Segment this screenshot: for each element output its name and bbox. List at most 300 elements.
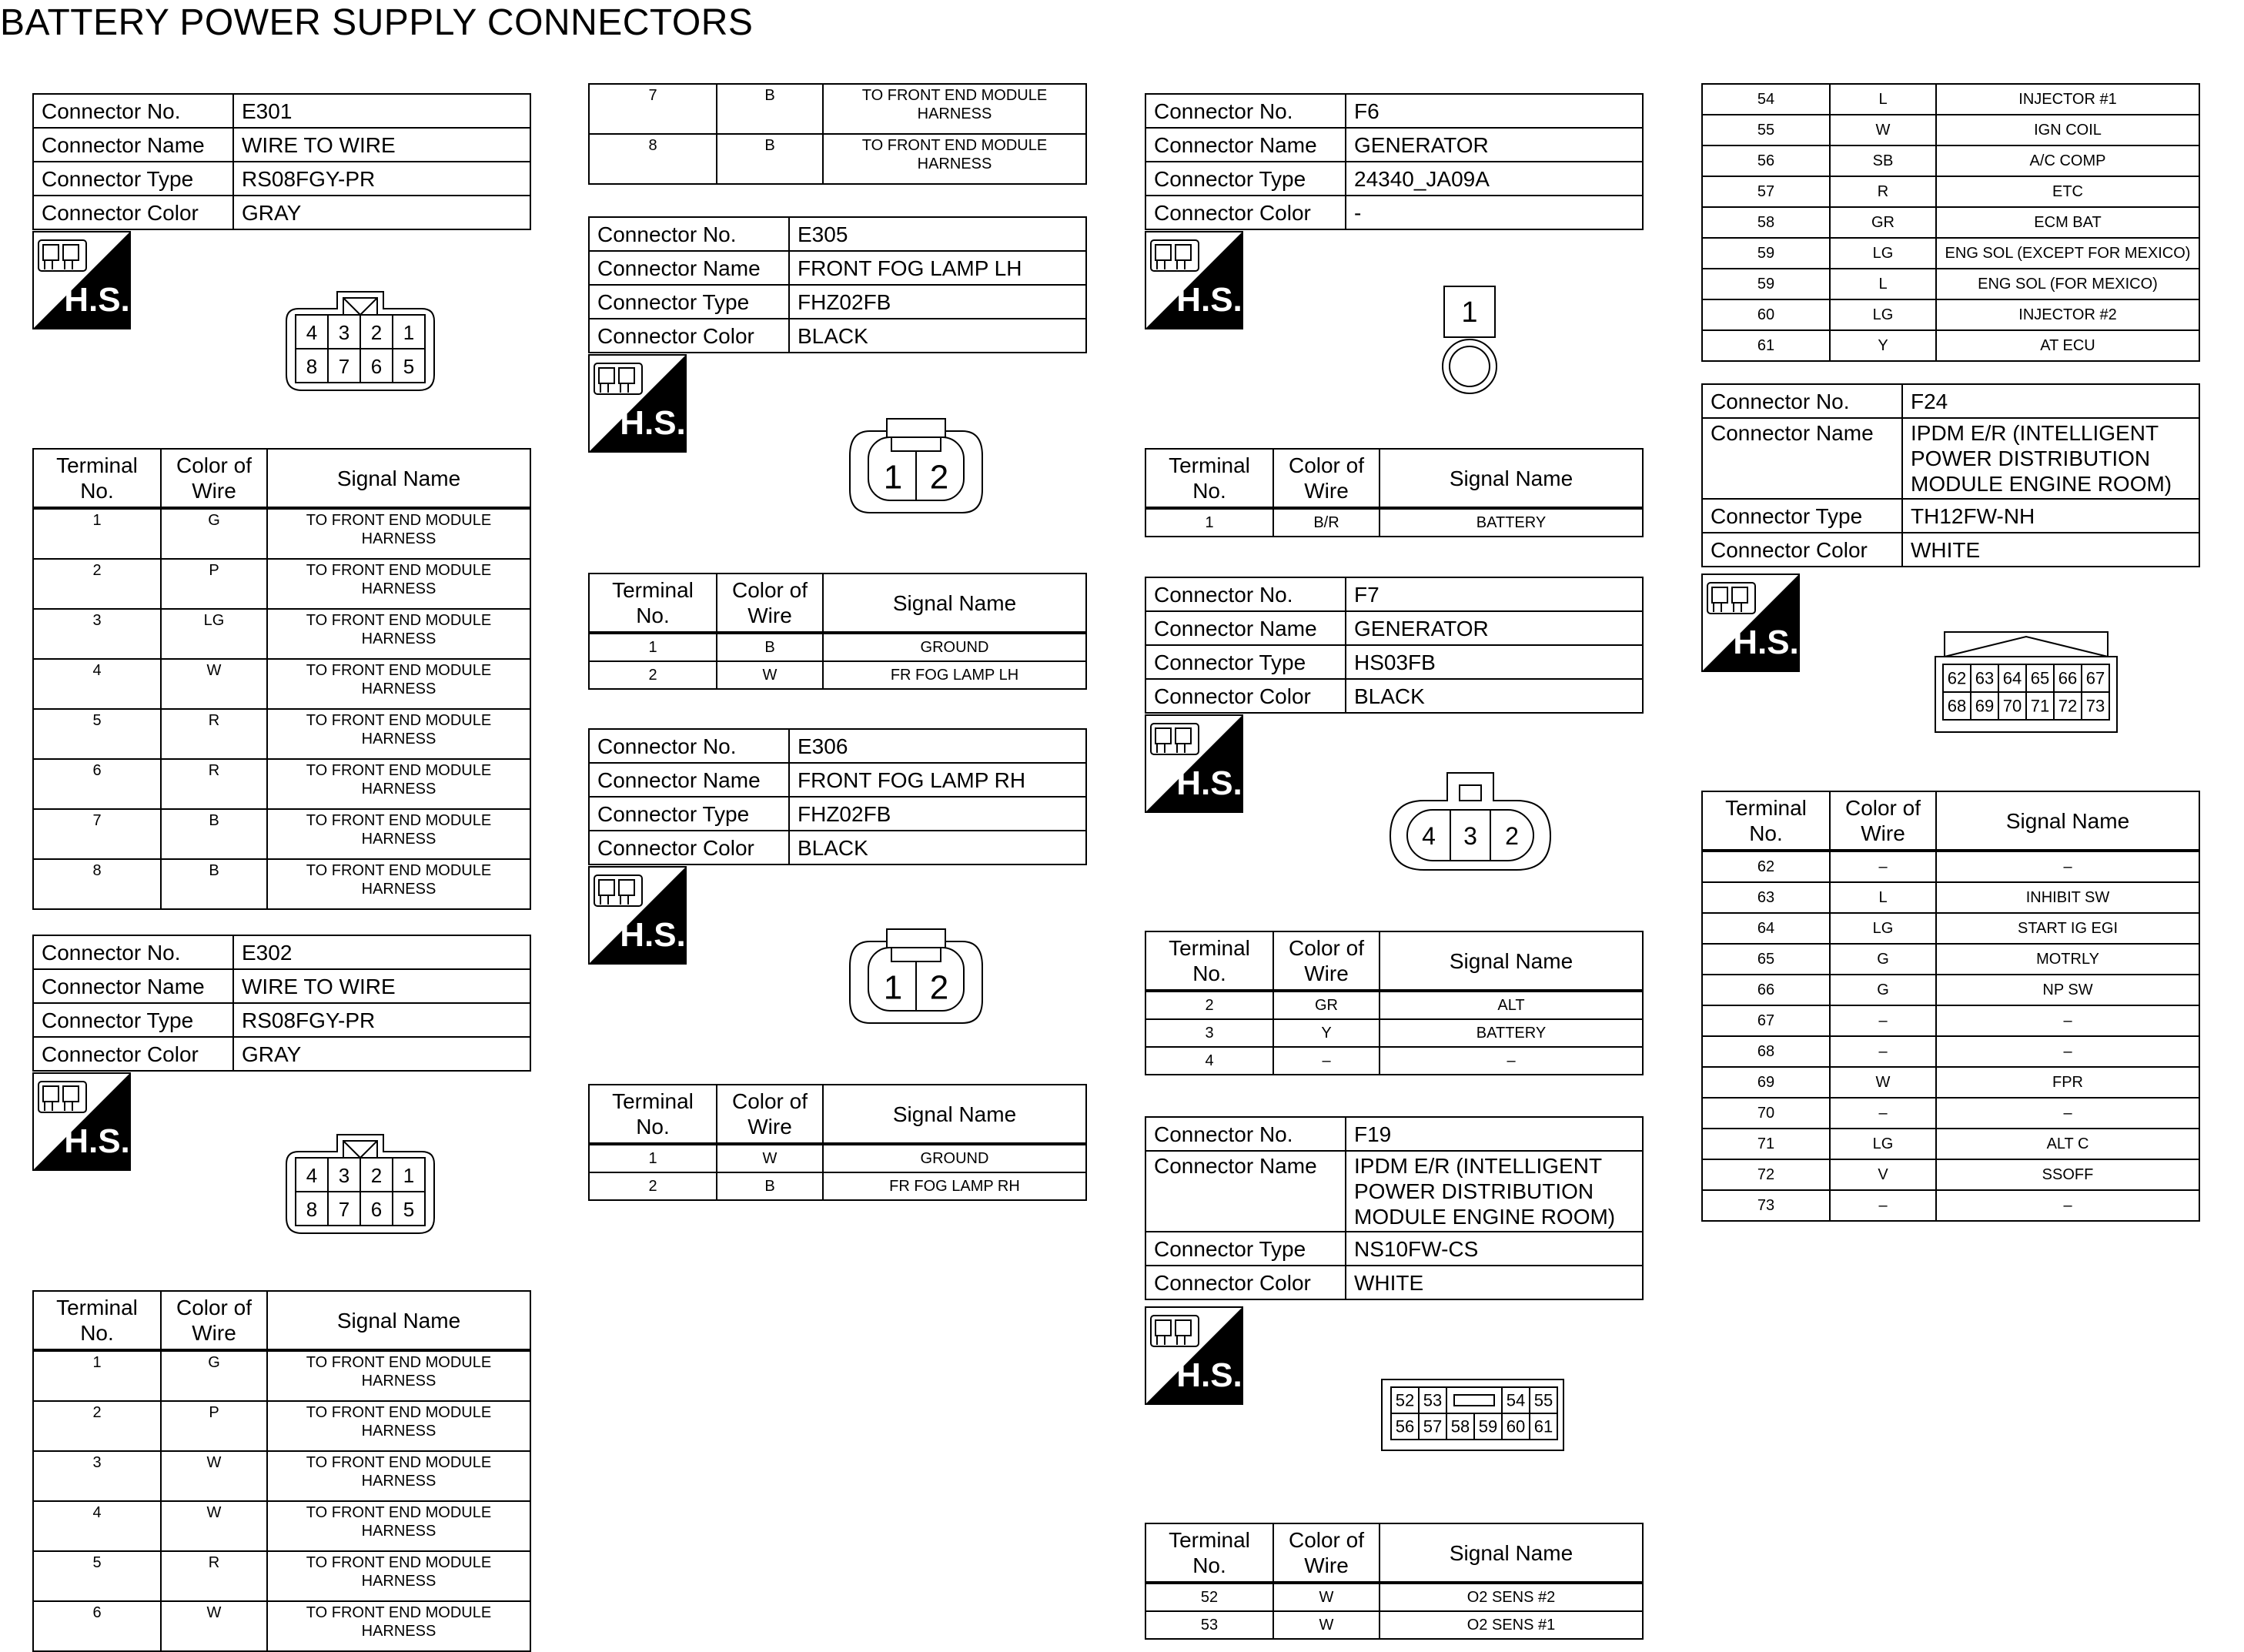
pin-label: 6	[370, 1198, 383, 1221]
table-row	[33, 1401, 530, 1451]
hs-label: H.S.	[64, 281, 130, 319]
pin-label: 4	[306, 1164, 318, 1187]
terminal-no-cell: 71	[1702, 1129, 1830, 1159]
terminal-no-header: Terminal No.	[1702, 791, 1830, 851]
connector-no-value: E301	[233, 94, 530, 128]
signal-name-cell: SSOFF	[1936, 1159, 2199, 1190]
signal-name-header: Signal Name	[1936, 791, 2199, 851]
pin-label: 4	[1422, 822, 1436, 850]
signal-name-cell: ETC	[1936, 176, 2199, 207]
connector-no-label: Connector No.	[1145, 94, 1346, 128]
table-row	[1702, 1190, 2199, 1221]
signal-name-cell: GROUND	[823, 633, 1086, 661]
table-row	[33, 508, 530, 559]
pin-label: 2	[929, 968, 949, 1007]
terminal-no-cell: 65	[1702, 944, 1830, 975]
signal-name-cell: TO FRONT END MODULE HARNESS	[823, 84, 1086, 134]
pin-label: 1	[883, 968, 903, 1007]
wire-color-cell: B	[161, 859, 267, 909]
pin-label: 70	[2002, 696, 2022, 716]
hs-icon	[588, 866, 687, 968]
connector-f19-face	[1380, 1378, 1565, 1456]
connector-e306-face	[847, 926, 985, 1030]
signal-name-cell: –	[1936, 1036, 2199, 1067]
connector-no-label: Connector No.	[1702, 384, 1902, 418]
table-row	[33, 809, 530, 859]
wire-color-cell: –	[1830, 1190, 1936, 1221]
table-row	[33, 659, 530, 709]
table-row	[1702, 1067, 2199, 1098]
terminal-table-f6	[1145, 448, 1644, 537]
table-row	[33, 1601, 530, 1651]
terminal-no-cell: 61	[1702, 330, 1830, 361]
wire-color-cell: W	[717, 661, 823, 689]
hs-icon	[32, 231, 131, 333]
pin-label: 1	[403, 1164, 415, 1187]
pin-label: 2	[370, 1164, 383, 1187]
signal-name-cell: TO FRONT END MODULE HARNESS	[267, 1350, 530, 1401]
wire-color-cell: LG	[161, 609, 267, 659]
connector-name-label: Connector Name	[1145, 1151, 1346, 1232]
color-of-wire-header: Color of Wire	[161, 1291, 267, 1350]
wire-color-cell: B	[717, 134, 823, 184]
connector-no-label: Connector No.	[589, 217, 789, 251]
terminal-no-header: Terminal No.	[33, 1291, 161, 1350]
terminal-no-cell: 2	[589, 1172, 717, 1200]
hs-icon	[1145, 714, 1243, 817]
connector-f6-face	[1440, 285, 1501, 404]
signal-name-cell: FR FOG LAMP RH	[823, 1172, 1086, 1200]
terminal-no-cell: 69	[1702, 1067, 1830, 1098]
pin-label: 3	[338, 1164, 350, 1187]
signal-name-cell: INJECTOR #1	[1936, 84, 2199, 115]
table-row	[1702, 975, 2199, 1005]
terminal-no-cell: 73	[1702, 1190, 1830, 1221]
connector-name-value: FRONT FOG LAMP RH	[789, 763, 1086, 797]
connector-info-e301	[32, 93, 531, 230]
pin-label: 63	[1975, 668, 1995, 688]
wire-color-cell: SB	[1830, 145, 1936, 176]
table-row	[33, 859, 530, 909]
wire-color-cell: –	[1830, 851, 1936, 882]
wire-color-cell: W	[161, 1601, 267, 1651]
table-row	[1702, 1098, 2199, 1129]
page-title: BATTERY POWER SUPPLY CONNECTORS	[0, 2, 754, 43]
wire-color-cell: LG	[1830, 238, 1936, 269]
pin-label: 67	[2085, 668, 2105, 688]
wire-color-cell: L	[1830, 84, 1936, 115]
terminal-no-cell: 53	[1145, 1611, 1273, 1639]
signal-name-cell: A/C COMP	[1936, 145, 2199, 176]
signal-name-cell: TO FRONT END MODULE HARNESS	[267, 1451, 530, 1501]
table-row	[589, 661, 1086, 689]
table-row	[1702, 115, 2199, 145]
signal-name-cell: –	[1936, 1190, 2199, 1221]
table-row	[1702, 269, 2199, 299]
signal-name-cell: O2 SENS #1	[1380, 1611, 1643, 1639]
pin-label: 57	[1423, 1416, 1443, 1436]
hs-icon	[32, 1072, 131, 1175]
connector-type-label: Connector Type	[589, 797, 789, 831]
hs-label: H.S.	[620, 916, 686, 954]
connector-type-value: RS08FGY-PR	[233, 162, 530, 196]
signal-name-cell: TO FRONT END MODULE HARNESS	[267, 859, 530, 909]
connector-color-value: GRAY	[233, 1037, 530, 1071]
table-row	[1702, 330, 2199, 361]
wire-color-cell: –	[1830, 1036, 1936, 1067]
pin-label: 8	[306, 1198, 318, 1221]
connector-info-f7	[1145, 577, 1644, 714]
wire-color-cell: LG	[1830, 1129, 1936, 1159]
signal-name-cell: FPR	[1936, 1067, 2199, 1098]
wire-color-cell: Y	[1830, 330, 1936, 361]
color-of-wire-header: Color of Wire	[717, 1085, 823, 1144]
connector-no-value: F6	[1346, 94, 1643, 128]
terminal-no-header: Terminal No.	[1145, 931, 1273, 991]
signal-name-header: Signal Name	[1380, 1523, 1643, 1583]
pin-label: 65	[2030, 668, 2050, 688]
pin-label: 68	[1947, 696, 1967, 716]
terminal-no-header: Terminal No.	[33, 449, 161, 508]
connector-color-label: Connector Color	[33, 1037, 233, 1071]
pin-label: 72	[2058, 696, 2078, 716]
connector-no-value: E302	[233, 935, 530, 969]
table-row	[1702, 1129, 2199, 1159]
terminal-table-e305	[588, 573, 1087, 690]
wire-color-cell: G	[161, 1350, 267, 1401]
connector-type-label: Connector Type	[1145, 645, 1346, 679]
pin-label: 1	[883, 458, 903, 497]
table-row	[1702, 882, 2199, 913]
signal-name-cell: TO FRONT END MODULE HARNESS	[267, 1401, 530, 1451]
connector-color-value: WHITE	[1346, 1266, 1643, 1299]
hs-label: H.S.	[1176, 1356, 1242, 1394]
connector-no-value: E305	[789, 217, 1086, 251]
signal-name-cell: ECM BAT	[1936, 207, 2199, 238]
pin-label: 3	[338, 321, 350, 344]
table-row	[1145, 991, 1643, 1019]
connector-no-value: E306	[789, 729, 1086, 763]
connector-name-value: FRONT FOG LAMP LH	[789, 251, 1086, 285]
pin-label: 66	[2058, 668, 2078, 688]
connector-info-e302	[32, 935, 531, 1072]
terminal-no-cell: 60	[1702, 299, 1830, 330]
table-row	[1702, 176, 2199, 207]
connector-e302-face	[283, 1132, 437, 1240]
table-row	[589, 633, 1086, 661]
terminal-no-cell: 8	[33, 859, 161, 909]
table-row	[1702, 145, 2199, 176]
connector-color-value: -	[1346, 196, 1643, 229]
terminal-no-cell: 66	[1702, 975, 1830, 1005]
connector-type-label: Connector Type	[589, 285, 789, 319]
connector-color-label: Connector Color	[1145, 196, 1346, 229]
connector-color-value: BLACK	[789, 319, 1086, 353]
hs-label: H.S.	[1176, 764, 1242, 802]
signal-name-cell: ENG SOL (FOR MEXICO)	[1936, 269, 2199, 299]
signal-name-cell: –	[1380, 1047, 1643, 1075]
connector-no-label: Connector No.	[33, 94, 233, 128]
terminal-no-cell: 4	[33, 1501, 161, 1551]
wire-color-cell: L	[1830, 882, 1936, 913]
terminal-table-f7	[1145, 931, 1644, 1075]
table-row	[1702, 851, 2199, 882]
pin-label: 58	[1450, 1416, 1470, 1436]
table-row	[589, 134, 1086, 184]
pin-label: 69	[1975, 696, 1995, 716]
table-row	[1702, 1005, 2199, 1036]
pin-label: 53	[1423, 1390, 1443, 1410]
connector-e301-face	[283, 289, 437, 397]
wire-color-cell: R	[161, 709, 267, 759]
terminal-no-cell: 3	[33, 609, 161, 659]
connector-type-value: TH12FW-NH	[1902, 499, 2199, 533]
table-row	[1145, 1611, 1643, 1639]
connector-type-value: RS08FGY-PR	[233, 1003, 530, 1037]
wire-color-cell: B	[161, 809, 267, 859]
terminal-no-header: Terminal No.	[589, 1085, 717, 1144]
terminal-no-cell: 67	[1702, 1005, 1830, 1036]
connector-color-label: Connector Color	[1145, 679, 1346, 713]
connector-name-value: WIRE TO WIRE	[233, 128, 530, 162]
pin-label: 5	[403, 1198, 415, 1221]
wire-color-cell: W	[1830, 115, 1936, 145]
signal-name-cell: GROUND	[823, 1144, 1086, 1172]
terminal-no-cell: 68	[1702, 1036, 1830, 1067]
wire-color-cell: W	[161, 659, 267, 709]
pin-label: 56	[1395, 1416, 1415, 1436]
connector-no-value: F7	[1346, 577, 1643, 611]
wire-color-cell: –	[1273, 1047, 1380, 1075]
table-row	[1145, 1047, 1643, 1075]
connector-type-value: HS03FB	[1346, 645, 1643, 679]
terminal-no-cell: 2	[589, 661, 717, 689]
terminal-no-cell: 5	[33, 1551, 161, 1601]
terminal-no-header: Terminal No.	[1145, 1523, 1273, 1583]
hs-label: H.S.	[1733, 624, 1799, 661]
wire-color-cell: V	[1830, 1159, 1936, 1190]
table-row	[1702, 913, 2199, 944]
signal-name-cell: BATTERY	[1380, 1019, 1643, 1047]
connector-name-label: Connector Name	[33, 969, 233, 1003]
table-row	[33, 559, 530, 609]
color-of-wire-header: Color of Wire	[1273, 931, 1380, 991]
connector-no-label: Connector No.	[1145, 577, 1346, 611]
wire-color-cell: R	[161, 1551, 267, 1601]
connector-type-value: FHZ02FB	[789, 797, 1086, 831]
connector-type-label: Connector Type	[1145, 162, 1346, 196]
table-row	[1702, 1036, 2199, 1067]
terminal-no-cell: 7	[33, 809, 161, 859]
table-row	[33, 609, 530, 659]
wire-color-cell: R	[1830, 176, 1936, 207]
wire-color-cell: W	[1273, 1583, 1380, 1611]
terminal-no-cell: 52	[1145, 1583, 1273, 1611]
color-of-wire-header: Color of Wire	[161, 449, 267, 508]
terminal-no-cell: 63	[1702, 882, 1830, 913]
table-row	[33, 1451, 530, 1501]
signal-name-cell: NP SW	[1936, 975, 2199, 1005]
terminal-no-cell: 6	[33, 759, 161, 809]
table-row	[589, 84, 1086, 134]
wire-color-cell: –	[1830, 1098, 1936, 1129]
connector-name-value: GENERATOR	[1346, 611, 1643, 645]
pin-label: 8	[306, 355, 318, 378]
color-of-wire-header: Color of Wire	[1830, 791, 1936, 851]
signal-name-cell: TO FRONT END MODULE HARNESS	[267, 759, 530, 809]
connector-name-value: IPDM E/R (INTELLIGENT POWER DISTRIBUTION MODULE ENGINE ROOM)	[1346, 1151, 1643, 1232]
connector-info-e305	[588, 216, 1087, 353]
table-row	[1702, 238, 2199, 269]
connector-no-label: Connector No.	[1145, 1117, 1346, 1151]
pin-label: 60	[1506, 1416, 1526, 1436]
connector-f24-face	[1934, 627, 2119, 739]
terminal-no-cell: 5	[33, 709, 161, 759]
terminal-table-f19-continued	[1701, 83, 2200, 362]
connector-name-label: Connector Name	[33, 128, 233, 162]
connector-color-label: Connector Color	[1702, 533, 1902, 567]
terminal-no-header: Terminal No.	[589, 574, 717, 633]
signal-name-header: Signal Name	[1380, 931, 1643, 991]
pin-label: 2	[929, 458, 949, 497]
terminal-no-cell: 1	[589, 633, 717, 661]
terminal-no-cell: 6	[33, 1601, 161, 1651]
wire-color-cell: W	[1273, 1611, 1380, 1639]
terminal-no-cell: 62	[1702, 851, 1830, 882]
pin-label: 6	[370, 355, 383, 378]
signal-name-cell: –	[1936, 851, 2199, 882]
signal-name-header: Signal Name	[267, 449, 530, 508]
wire-color-cell: G	[161, 508, 267, 559]
pin-label: 2	[370, 321, 383, 344]
signal-name-cell: –	[1936, 1005, 2199, 1036]
signal-name-cell: TO FRONT END MODULE HARNESS	[267, 809, 530, 859]
wire-color-cell: LG	[1830, 913, 1936, 944]
signal-name-cell: –	[1936, 1098, 2199, 1129]
connector-f7-face	[1386, 770, 1555, 877]
wire-color-cell: B/R	[1273, 508, 1380, 537]
terminal-table-e306	[588, 1084, 1087, 1201]
connector-no-label: Connector No.	[33, 935, 233, 969]
signal-name-cell: TO FRONT END MODULE HARNESS	[267, 1601, 530, 1651]
terminal-no-cell: 72	[1702, 1159, 1830, 1190]
wire-color-cell: Y	[1273, 1019, 1380, 1047]
pin-label: 59	[1478, 1416, 1498, 1436]
pin-label: 54	[1506, 1390, 1526, 1410]
connector-color-value: WHITE	[1902, 533, 2199, 567]
signal-name-header: Signal Name	[823, 574, 1086, 633]
terminal-no-cell: 7	[589, 84, 717, 134]
terminal-no-cell: 2	[33, 559, 161, 609]
connector-name-value: IPDM E/R (INTELLIGENT POWER DISTRIBUTION MODULE ENGINE ROOM)	[1902, 418, 2199, 499]
hs-icon	[1145, 231, 1243, 333]
terminal-no-cell: 59	[1702, 269, 1830, 299]
connector-color-label: Connector Color	[589, 319, 789, 353]
pin-label: 61	[1533, 1416, 1553, 1436]
wire-color-cell: R	[161, 759, 267, 809]
signal-name-cell: START IG EGI	[1936, 913, 2199, 944]
connector-info-e306	[588, 728, 1087, 865]
color-of-wire-header: Color of Wire	[717, 574, 823, 633]
connector-no-label: Connector No.	[589, 729, 789, 763]
terminal-no-cell: 1	[1145, 508, 1273, 537]
signal-name-header: Signal Name	[1380, 449, 1643, 508]
connector-info-f19	[1145, 1116, 1644, 1300]
terminal-no-cell: 1	[33, 1350, 161, 1401]
pin-label: 7	[338, 1198, 350, 1221]
terminal-table-e301	[32, 448, 531, 910]
hs-label: H.S.	[1176, 281, 1242, 319]
pin-label: 1	[403, 321, 415, 344]
signal-name-cell: TO FRONT END MODULE HARNESS	[823, 134, 1086, 184]
signal-name-cell: TO FRONT END MODULE HARNESS	[267, 1551, 530, 1601]
connector-info-f6	[1145, 93, 1644, 230]
wire-color-cell: B	[717, 1172, 823, 1200]
wire-color-cell: P	[161, 559, 267, 609]
terminal-no-cell: 58	[1702, 207, 1830, 238]
pin-label: 7	[338, 355, 350, 378]
signal-name-cell: TO FRONT END MODULE HARNESS	[267, 609, 530, 659]
terminal-table-f19	[1145, 1523, 1644, 1640]
signal-name-cell: ALT	[1380, 991, 1643, 1019]
pin-label: 64	[2002, 668, 2022, 688]
connector-no-value: F24	[1902, 384, 2199, 418]
wire-color-cell: –	[1830, 1005, 1936, 1036]
connector-name-label: Connector Name	[1145, 611, 1346, 645]
table-row	[33, 1350, 530, 1401]
wire-color-cell: G	[1830, 944, 1936, 975]
table-row	[1145, 1019, 1643, 1047]
wire-color-cell: L	[1830, 269, 1936, 299]
wire-color-cell: B	[717, 84, 823, 134]
table-row	[1145, 508, 1643, 537]
connector-color-value: BLACK	[789, 831, 1086, 864]
connector-name-value: GENERATOR	[1346, 128, 1643, 162]
color-of-wire-header: Color of Wire	[1273, 1523, 1380, 1583]
terminal-no-cell: 3	[33, 1451, 161, 1501]
connector-color-label: Connector Color	[589, 831, 789, 864]
terminal-no-cell: 4	[33, 659, 161, 709]
connector-name-value: WIRE TO WIRE	[233, 969, 530, 1003]
terminal-no-cell: 1	[589, 1144, 717, 1172]
signal-name-cell: TO FRONT END MODULE HARNESS	[267, 709, 530, 759]
pin-label: 1	[1461, 296, 1478, 329]
pin-label: 4	[306, 321, 318, 344]
signal-name-cell: INHIBIT SW	[1936, 882, 2199, 913]
terminal-no-cell: 54	[1702, 84, 1830, 115]
wire-color-cell: GR	[1830, 207, 1936, 238]
terminal-no-cell: 57	[1702, 176, 1830, 207]
hs-label: H.S.	[620, 404, 686, 442]
table-row	[33, 1501, 530, 1551]
connector-type-value: NS10FW-CS	[1346, 1232, 1643, 1266]
hs-icon	[1701, 574, 1800, 676]
connector-name-label: Connector Name	[1145, 128, 1346, 162]
table-row	[33, 759, 530, 809]
signal-name-cell: O2 SENS #2	[1380, 1583, 1643, 1611]
terminal-table-e302-continued	[588, 83, 1087, 185]
terminal-no-header: Terminal No.	[1145, 449, 1273, 508]
table-row	[589, 1172, 1086, 1200]
pin-label: 5	[403, 355, 415, 378]
table-row	[1145, 1583, 1643, 1611]
signal-name-cell: TO FRONT END MODULE HARNESS	[267, 508, 530, 559]
hs-icon	[588, 354, 687, 456]
terminal-no-cell: 4	[1145, 1047, 1273, 1075]
pin-label: 52	[1395, 1390, 1415, 1410]
wire-color-cell: W	[161, 1451, 267, 1501]
signal-name-header: Signal Name	[823, 1085, 1086, 1144]
